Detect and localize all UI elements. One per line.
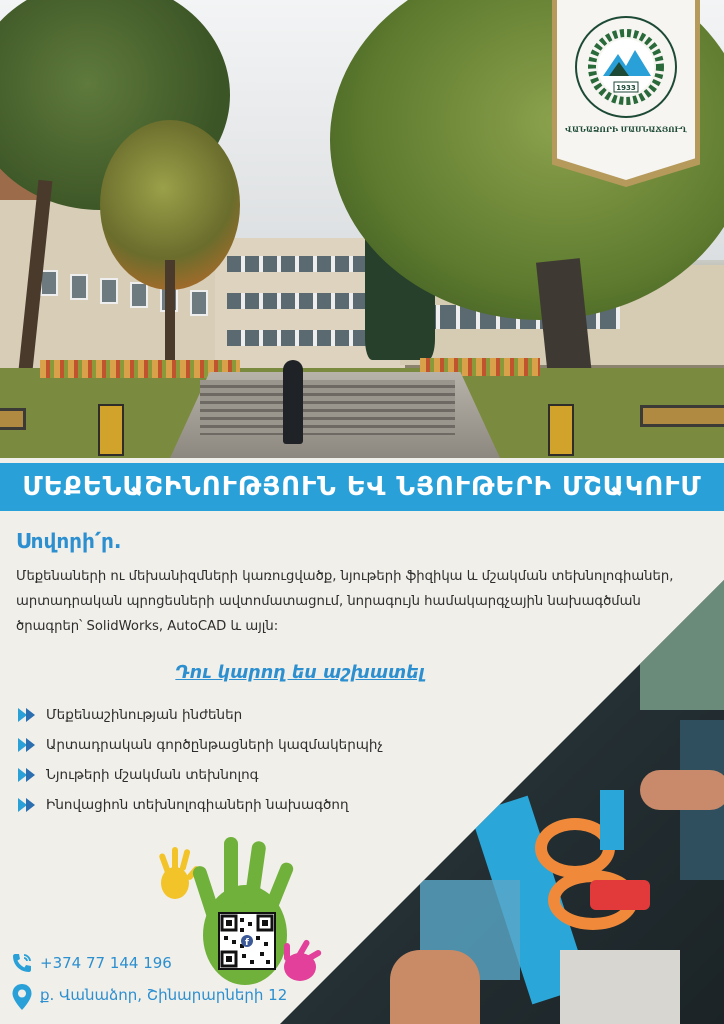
svg-text:f: f bbox=[245, 938, 249, 948]
double-chevron-icon bbox=[16, 767, 38, 783]
list-item bbox=[16, 790, 383, 820]
career-label: Արտադրական գործընթացների կազմակերպիչ bbox=[46, 737, 383, 753]
phone-number: +374 77 144 196 bbox=[40, 954, 172, 972]
trash-bin-left bbox=[98, 404, 124, 456]
location-pin-icon bbox=[10, 983, 34, 1007]
bench-right bbox=[640, 405, 724, 427]
career-label: Նյութերի մշակման տեխնոլոգ bbox=[46, 767, 259, 783]
logo-year: 1933 bbox=[616, 84, 636, 92]
careers-list bbox=[16, 700, 383, 820]
double-chevron-icon bbox=[16, 797, 38, 813]
career-label: Մեքենաշինության ինժեներ bbox=[46, 707, 243, 723]
phone-icon bbox=[10, 951, 34, 975]
double-chevron-icon bbox=[16, 737, 38, 753]
list-item bbox=[16, 730, 383, 760]
careers-heading: Դու կարող ես աշխատել bbox=[175, 663, 425, 683]
address-contact[interactable] bbox=[10, 983, 287, 1007]
university-logo bbox=[573, 14, 679, 120]
list-item bbox=[16, 700, 383, 730]
bench-left bbox=[0, 408, 26, 430]
double-chevron-icon bbox=[16, 707, 38, 723]
qr-code[interactable] bbox=[218, 912, 276, 970]
phone-contact[interactable] bbox=[10, 951, 172, 975]
program-title: ՄԵՔԵՆԱՇԻՆՈՒԹՅՈՒՆ ԵՎ ՆՅՈՒԹԵՐԻ ՄՇԱԿՈՒՄ bbox=[22, 472, 702, 502]
stairs bbox=[200, 380, 455, 435]
badge-branch-name: ՎԱՆԱՁՈՐԻ ՄԱՍՆԱՃՅՈՒՂ bbox=[565, 125, 687, 134]
walking-person bbox=[283, 360, 303, 444]
learn-heading: Սովորի՛ր. bbox=[16, 529, 122, 553]
address-text: ք. Վանաձոր, Շինարարների 12 bbox=[40, 986, 288, 1004]
trash-bin-right bbox=[548, 404, 574, 456]
career-label: Ինովացիոն տեխնոլոգիաների նախագծող bbox=[46, 797, 349, 813]
list-item bbox=[16, 760, 383, 790]
learn-description: Մեքենաների ու մեխանիզմների կառուցվածք, նյութերի ֆիզիկա և մշակման տեխնոլոգիաներ, արտադրական պրոցեսների ավտոմատացում, նորագույն համակարգչային նախագծման ծրագրեր՝ SolidWorks, AutoCAD և այլն: bbox=[16, 569, 674, 634]
